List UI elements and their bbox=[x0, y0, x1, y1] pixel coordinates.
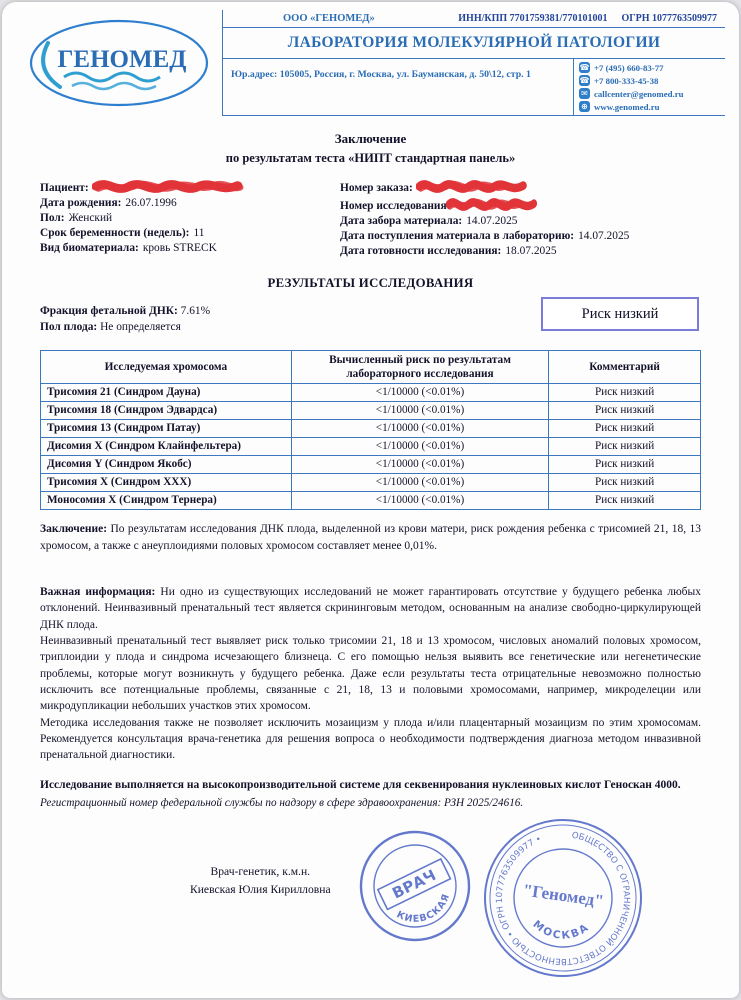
genomed-logo bbox=[16, 10, 222, 116]
phone-icon: ☎ bbox=[579, 76, 590, 85]
field-biomaterial: Вид биоматериала: кровь STRECK bbox=[40, 242, 217, 254]
risk-badge: Риск низкий bbox=[541, 297, 699, 331]
contact-text: www.genomed.ru bbox=[594, 101, 660, 112]
company-name: ООО «ГЕНОМЕД» bbox=[283, 13, 375, 24]
document-title: Заключение bbox=[334, 131, 407, 146]
table-cell: Моносомия X (Синдром Тернера) bbox=[41, 492, 292, 510]
table-cell: <1/10000 (<0.01%) bbox=[291, 438, 548, 456]
conclusion-paragraph bbox=[40, 521, 701, 554]
document-body bbox=[16, 131, 725, 998]
field-birthdate: Дата рождения: 26.07.1996 bbox=[40, 197, 177, 209]
organization-stamp bbox=[472, 806, 655, 989]
table-cell: Риск низкий bbox=[549, 420, 701, 438]
doctor-signature bbox=[190, 863, 331, 899]
table-row bbox=[41, 420, 701, 438]
email-icon: ✉ bbox=[579, 88, 590, 99]
redaction-scribble bbox=[416, 178, 528, 195]
table-cell: Трисомия 13 (Синдром Патау) bbox=[41, 420, 292, 438]
table-cell: Трисомия X (Синдром XXX) bbox=[41, 474, 292, 492]
ogrn: ОГРН 1077763509977 bbox=[621, 13, 717, 24]
field-sex: Пол: Женский bbox=[40, 212, 113, 224]
registration-number: Регистрационный номер федеральной службы по надзору в сфере здравоохранения: РЗН 2025/24616. bbox=[40, 796, 524, 809]
field-study-number: Номер исследования: bbox=[340, 196, 701, 214]
letterhead-bottom-row bbox=[223, 59, 725, 115]
table-header-row bbox=[41, 351, 701, 384]
important-paragraph-1: Важная информация: Ни одно из существующих исследований не может гарантировать отсутствие у будущего ребенка любых отклонений. Неинвазивный пренатальный тест является скрининговым методом, основанным на анализе свободно-циркулирующей ДНК плода. bbox=[40, 585, 701, 631]
doctor-title: Врач-генетик, к.м.н. bbox=[210, 864, 311, 878]
fetal-sex: Пол плода: Не определяется bbox=[40, 321, 181, 333]
contact-phone-1 bbox=[579, 62, 720, 73]
fetal-summary bbox=[40, 303, 701, 335]
patient-info-column bbox=[40, 178, 340, 259]
logo-graphic bbox=[26, 17, 212, 109]
table-cell: <1/10000 (<0.01%) bbox=[291, 474, 548, 492]
legal-address: Юр.адрес: 105005, Россия, г. Москва, ул. Бауманская, д. 50\12, стр. 1 bbox=[231, 69, 531, 80]
logo-text: ГЕНОМЕД bbox=[57, 46, 187, 73]
table-cell: Риск низкий bbox=[549, 402, 701, 420]
globe-icon: ⊕ bbox=[579, 101, 590, 112]
table-cell: <1/10000 (<0.01%) bbox=[291, 402, 548, 420]
signature-area bbox=[40, 815, 701, 998]
table-cell: <1/10000 (<0.01%) bbox=[291, 420, 548, 438]
table-cell: Дисомия X (Синдром Клайнфельтера) bbox=[41, 438, 292, 456]
inn-kpp: ИНН/КПП 7701759381/770101001 bbox=[458, 13, 608, 24]
contacts-block bbox=[573, 59, 725, 115]
sequencing-system-note: Исследование выполняется на высокопроизводительной системе для секвенирования нуклеиновых кислот Геноскан 4000. bbox=[40, 779, 681, 792]
table-row bbox=[41, 456, 701, 474]
contact-text: +7 800-333-45-38 bbox=[594, 75, 659, 86]
field-receipt-date: Дата поступления материала в лабораторию: 14.07.2025 bbox=[340, 230, 630, 242]
redaction-scribble bbox=[92, 178, 244, 195]
table-cell: <1/10000 (<0.01%) bbox=[291, 384, 548, 402]
conclusion-label: Заключение: bbox=[40, 523, 108, 536]
org-stamp-city-text: МОСКВА bbox=[530, 918, 593, 942]
important-info bbox=[40, 584, 701, 764]
redaction-scribble bbox=[446, 196, 538, 213]
col-comment: Комментарий bbox=[549, 351, 701, 384]
info-columns bbox=[40, 178, 701, 259]
doctor-stamp-name-text: КИЕВСКАЯ bbox=[394, 891, 453, 925]
table-cell: Риск низкий bbox=[549, 474, 701, 492]
col-risk: Вычисленный риск по результатам лабораторного исследования bbox=[291, 351, 548, 384]
important-label: Важная информация: bbox=[40, 585, 156, 598]
doctor-stamp bbox=[347, 818, 482, 953]
contact-phone-2 bbox=[579, 75, 720, 86]
contact-text: callcenter@genomed.ru bbox=[594, 88, 684, 99]
table-row bbox=[41, 492, 701, 510]
contact-text: +7 (495) 660-83-77 bbox=[594, 62, 664, 73]
org-stamp-ring-text: ОБЩЕСТВО С ОГРАНИЧЕННОЙ ОТВЕТСТВЕННОСТЬЮ • ОГРН 1077763509977 • bbox=[494, 830, 632, 966]
doctor-stamp-center-text: ВРАЧ bbox=[389, 865, 439, 903]
important-paragraph-3: Методика исследования также не позволяет исключить мозаицизм у плода и/или плацентарный мозаицизм по этим хромосомам. Рекомендуется консультация врача-генетика для решения вопроса о необходимости подтверждения диагноза методом инвазивной пренатальной диагностики. bbox=[40, 716, 701, 762]
table-cell: Трисомия 21 (Синдром Дауна) bbox=[41, 384, 292, 402]
table-cell: Дисомия Y (Синдром Якобс) bbox=[41, 456, 292, 474]
table-cell: Риск низкий bbox=[549, 492, 701, 510]
table-cell: Трисомия 18 (Синдром Эдвардса) bbox=[41, 402, 292, 420]
fetal-fraction: Фракция фетальной ДНК: 7.61% bbox=[40, 305, 211, 317]
field-gestation: Срок беременности (недель): 11 bbox=[40, 227, 205, 239]
field-patient: Пациент: bbox=[40, 178, 340, 196]
contact-website bbox=[579, 101, 720, 112]
table-cell: Риск низкий bbox=[549, 384, 701, 402]
table-row bbox=[41, 384, 701, 402]
letterhead-top-row bbox=[223, 10, 725, 28]
table-cell: Риск низкий bbox=[549, 456, 701, 474]
table-cell: Риск низкий bbox=[549, 438, 701, 456]
table-row bbox=[41, 402, 701, 420]
letterhead-right bbox=[222, 10, 725, 116]
results-section-title: РЕЗУЛЬТАТЫ ИССЛЕДОВАНИЯ bbox=[267, 276, 474, 290]
field-order-number: Номер заказа: bbox=[340, 178, 701, 196]
letterhead bbox=[16, 10, 725, 116]
table-cell: <1/10000 (<0.01%) bbox=[291, 456, 548, 474]
table-row bbox=[41, 438, 701, 456]
col-chromosome: Исследуемая хромосома bbox=[41, 351, 292, 384]
document-page bbox=[2, 2, 739, 998]
org-stamp-center-text: "Геномед" bbox=[521, 880, 605, 911]
results-table bbox=[40, 350, 701, 510]
document-subtitle: по результатам теста «НИПТ стандартная панель» bbox=[225, 151, 516, 165]
field-collection-date: Дата забора материала: 14.07.2025 bbox=[340, 215, 518, 227]
doctor-name: Киевская Юлия Кирилловна bbox=[190, 882, 331, 896]
field-ready-date: Дата готовности исследования: 18.07.2025 bbox=[340, 245, 557, 257]
phone-icon: ☎ bbox=[579, 63, 590, 72]
order-info-column bbox=[340, 178, 701, 259]
lab-title: ЛАБОРАТОРИЯ МОЛЕКУЛЯРНОЙ ПАТОЛОГИИ bbox=[223, 28, 725, 59]
conclusion-text: По результатам исследования ДНК плода, выделенной из крови матери, риск рождения ребенка с трисомией 21, 18, 13 хромосом, а также с анеуплоидиями половых хромосом составляет менее 0,01%. bbox=[40, 523, 701, 552]
table-cell: <1/10000 (<0.01%) bbox=[291, 492, 548, 510]
table-row bbox=[41, 474, 701, 492]
contact-email bbox=[579, 88, 720, 99]
important-paragraph-2: Неинвазивный пренатальный тест выявляет риск только трисомии 21, 18 и 13 хромосом, числовых аномалий половых хромосом, триплоидии у плода и синдрома исчезающего близнеца. С его помощью нельзя выявить все генетические или негенетические проблемы, которые могут возникнуть у будущего ребенка. Даже если результаты теста отрицательные невозможно полностью исключить все потенциальные проблемы, связанные с 21, 18, 13 и половыми хромосомами, например, микроделеции или микродупликации небольших участков этих хромосом. bbox=[40, 634, 701, 713]
